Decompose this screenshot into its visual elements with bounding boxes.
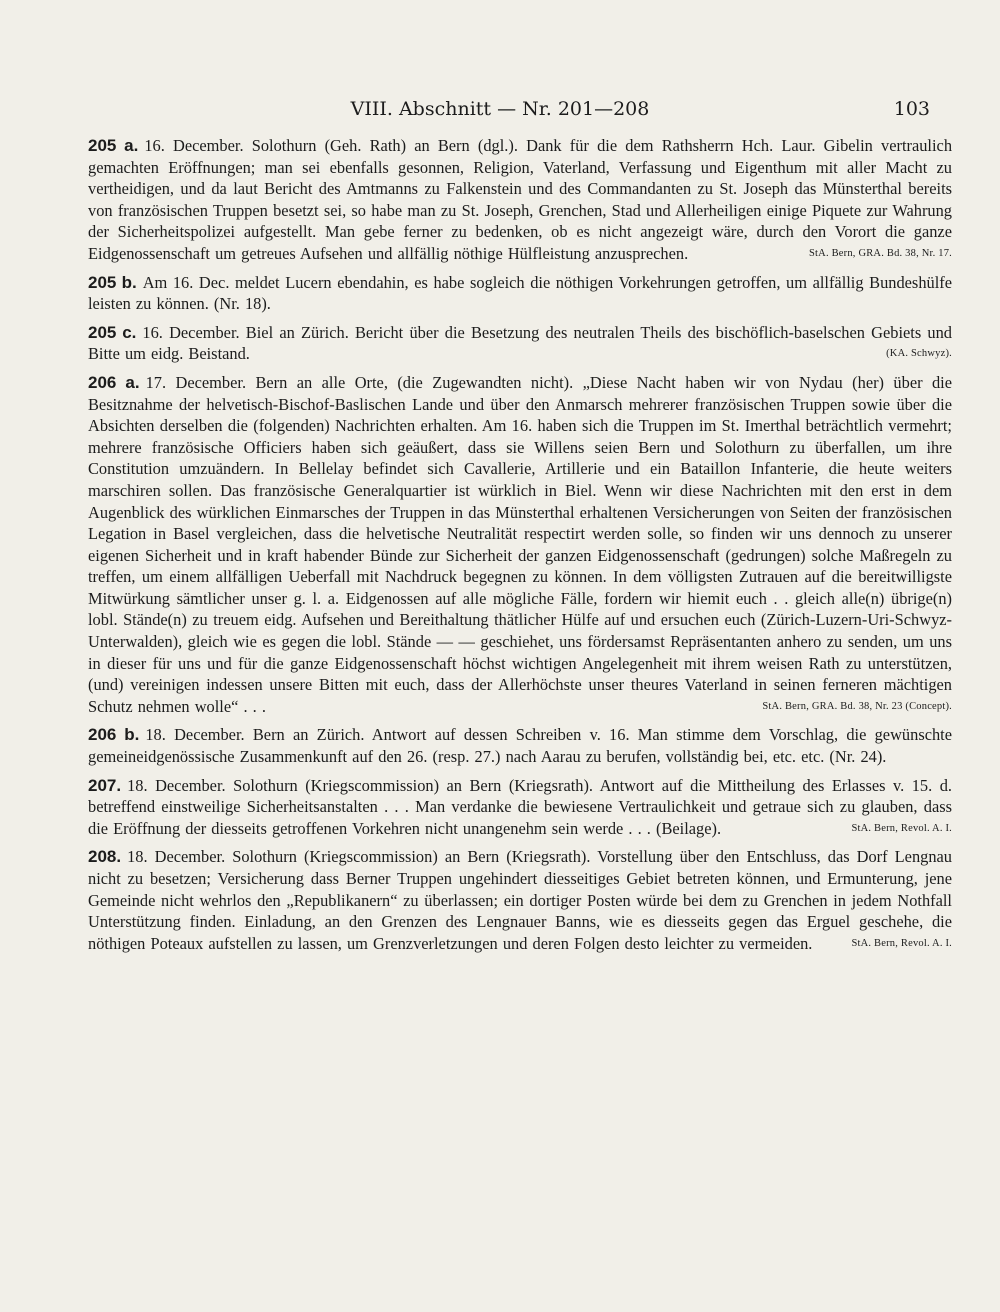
entry-text: 18. December. Solothurn (Kriegscommission) an Bern (Kriegsrath). Antwort auf die Mittheilung des Erlasses v. 15. d. betreffend einstweilige Sicherheitsanstalten . . . Man verdanke die bewiesene Vertraulichkeit und getraue sich zu glauben, dass die Eröffnung der diesseits getroffenen Vorkehren nicht unangenehm sein werde . . . (Beilage). <box>88 775 952 838</box>
entry-source: StA. Bern, GRA. Bd. 38, Nr. 17. <box>809 247 952 259</box>
page-header <box>0 98 1000 126</box>
running-title: VIII. Abschnitt — Nr. 201—208 <box>350 98 650 120</box>
entry-207 <box>88 775 952 840</box>
entry-206a <box>88 372 952 718</box>
page-number: 103 <box>893 98 930 120</box>
entry-number: 207. <box>88 775 122 795</box>
entry-205b <box>88 272 952 315</box>
entry-205c <box>88 322 952 365</box>
entry-source: StA. Bern, Revol. A. I. <box>851 937 952 949</box>
entry-number: 208. <box>88 847 122 867</box>
entry-source: (KA. Schwyz). <box>886 348 952 360</box>
entry-text: 16. December. Biel an Zürich. Bericht über die Besetzung des neutralen Theils des bischöflich-baselschen Gebiets und Bitte um eidg. Beistand. <box>88 322 952 364</box>
entry-text: Am 16. Dec. meldet Lucern ebendahin, es habe sogleich die nöthigen Vorkehrungen getroffen, um allfällig Bundeshülfe leisten zu können. (Nr. 18). <box>88 272 952 314</box>
entry-205a <box>88 135 952 265</box>
entry-text: 18. December. Bern an Zürich. Antwort auf dessen Schreiben v. 16. Man stimme dem Vorschlag, die gewünschte gemeineidgenössische Zusammenkunft auf den 26. (resp. 27.) nach Aarau zu berufen, vollständig bei, etc. etc. (Nr. 24). <box>88 725 952 767</box>
entry-source: StA. Bern, Revol. A. I. <box>851 822 952 834</box>
entry-208 <box>88 846 952 954</box>
entry-number: 205 b. <box>88 272 137 292</box>
entry-number: 206 b. <box>88 725 140 745</box>
document-body <box>88 135 952 961</box>
entry-text: 18. December. Solothurn (Kriegscommission) an Bern (Kriegsrath). Vorstellung über den Entschluss, das Dorf Lengnau nicht zu besetzen; Versicherung dass Berner Truppen ungehindert diesseitiges Gebiet betreten können, und Ermunterung, jene Gemeinde nicht wehrlos den „Republikanern“ zu überlassen; ein dortiger Posten würde bei dem zu Grenchen in jedem Nothfall Unterstützung finden. Einladung, an den Grenzen des Lengnauer Banns, wie es diesseits gegen das Erguel geschehe, die nöthigen Poteaux aufstellen zu lassen, um Grenzverletzungen und deren Folgen desto leichter zu vermeiden. <box>88 847 952 953</box>
entry-source: StA. Bern, GRA. Bd. 38, Nr. 23 (Concept). <box>762 700 952 712</box>
entry-206b <box>88 724 952 767</box>
entry-text: 17. December. Bern an alle Orte, (die Zugewandten nicht). „Diese Nacht haben wir von Nydau (her) über die Besitznahme der helvetisch-Bischof-Baslischen Lande und über den Anmarsch mehrerer französischen Truppen sowie über die Absichten derselben die (folgenden) Nachrichten erhalten. Am 16. haben sich die Truppen im St. Imerthal beträchtlich vermehrt; mehrere französische Officiers haben sich geäußert, dass sie Willens seien Bern und Solothurn zu überfallen, um ihre Constitution umzuändern. In Bellelay befindet sich Cavallerie, Artillerie und ein Bataillon Infanterie, die heute weiters marschiren sollen. Das französische Generalquartier ist würklich in Biel. Wenn wir diese Nachrichten mit den erst in dem Augenblick des würklichen Einmarsches der Truppen in das Münsterthal erhaltenen Versicherungen von Seiten der französischen Legation in Basel vergleichen, dass die helvetische Neutralität respectirt werden solle, so finden wir uns dennoch zu unserer eigenen Sicherheit und in kraft habender Bünde zur Sicherheit der ganzen Eidgenossenschaft (gedrungen) solche Maßregeln zu treffen, um einem allfälligen Ueberfall mit Nachdruck begegnen zu können. In dem völligsten Zutrauen auf die bereitwilligste Mitwürkung sämtlicher unser g. l. a. Eidgenossen auf alle mögliche Fälle, fordern wir hiemit euch . . gleich alle(n) übrige(n) lobl. Stände(n) zu treuem eidg. Aufsehen und Bereithaltung thätlicher Hülfe auf und ersuchen euch (Zürich-Luzern-Uri-Schwyz-Unterwalden), gleich wie es gegen die lobl. Stände — — geschiehet, uns fördersamst Repräsentanten anhero zu senden, um uns in dieser für uns und für die ganze Eidgenossenschaft höchst wichtigen Angelegenheit mit ihrem weisen Rath zu unterstützen, (und) vereinigen indessen unsere Bitten mit euch, dass der Allerhöchste unser theures Vaterland in seinen ferneren mächtigen Schutz nehmen wolle“ . . . <box>88 372 952 716</box>
entry-number: 205 a. <box>88 136 139 155</box>
entry-number: 206 a. <box>88 372 140 392</box>
entry-text: 16. December. Solothurn (Geh. Rath) an Bern (dgl.). Dank für die dem Rathsherrn Hch. Laur. Gibelin vertraulich gemachten Eröffnungen; man sei ebenfalls gesonnen, Religion, Vaterland, Verfassung und Eigenthum mit aller Macht zu vertheidigen, und da laut Bericht des Amtmanns zu Falkenstein und des Commandanten zu St. Joseph das Münsterthal bereits von französischen Truppen besetzt sei, so habe man zu St. Joseph, Grenchen, Stad und Allerheiligen einige Piquete zur Wahrung der Sicherheitspolizei aufgestellt. Man gebe ferner zu bedenken, ob es nicht angezeigt wäre, durch den Vorort die ganze Eidgenossenschaft um getreues Aufsehen und allfällig nöthige Hülfleistung anzusprechen. <box>88 136 953 263</box>
entry-number: 205 c. <box>88 322 137 342</box>
